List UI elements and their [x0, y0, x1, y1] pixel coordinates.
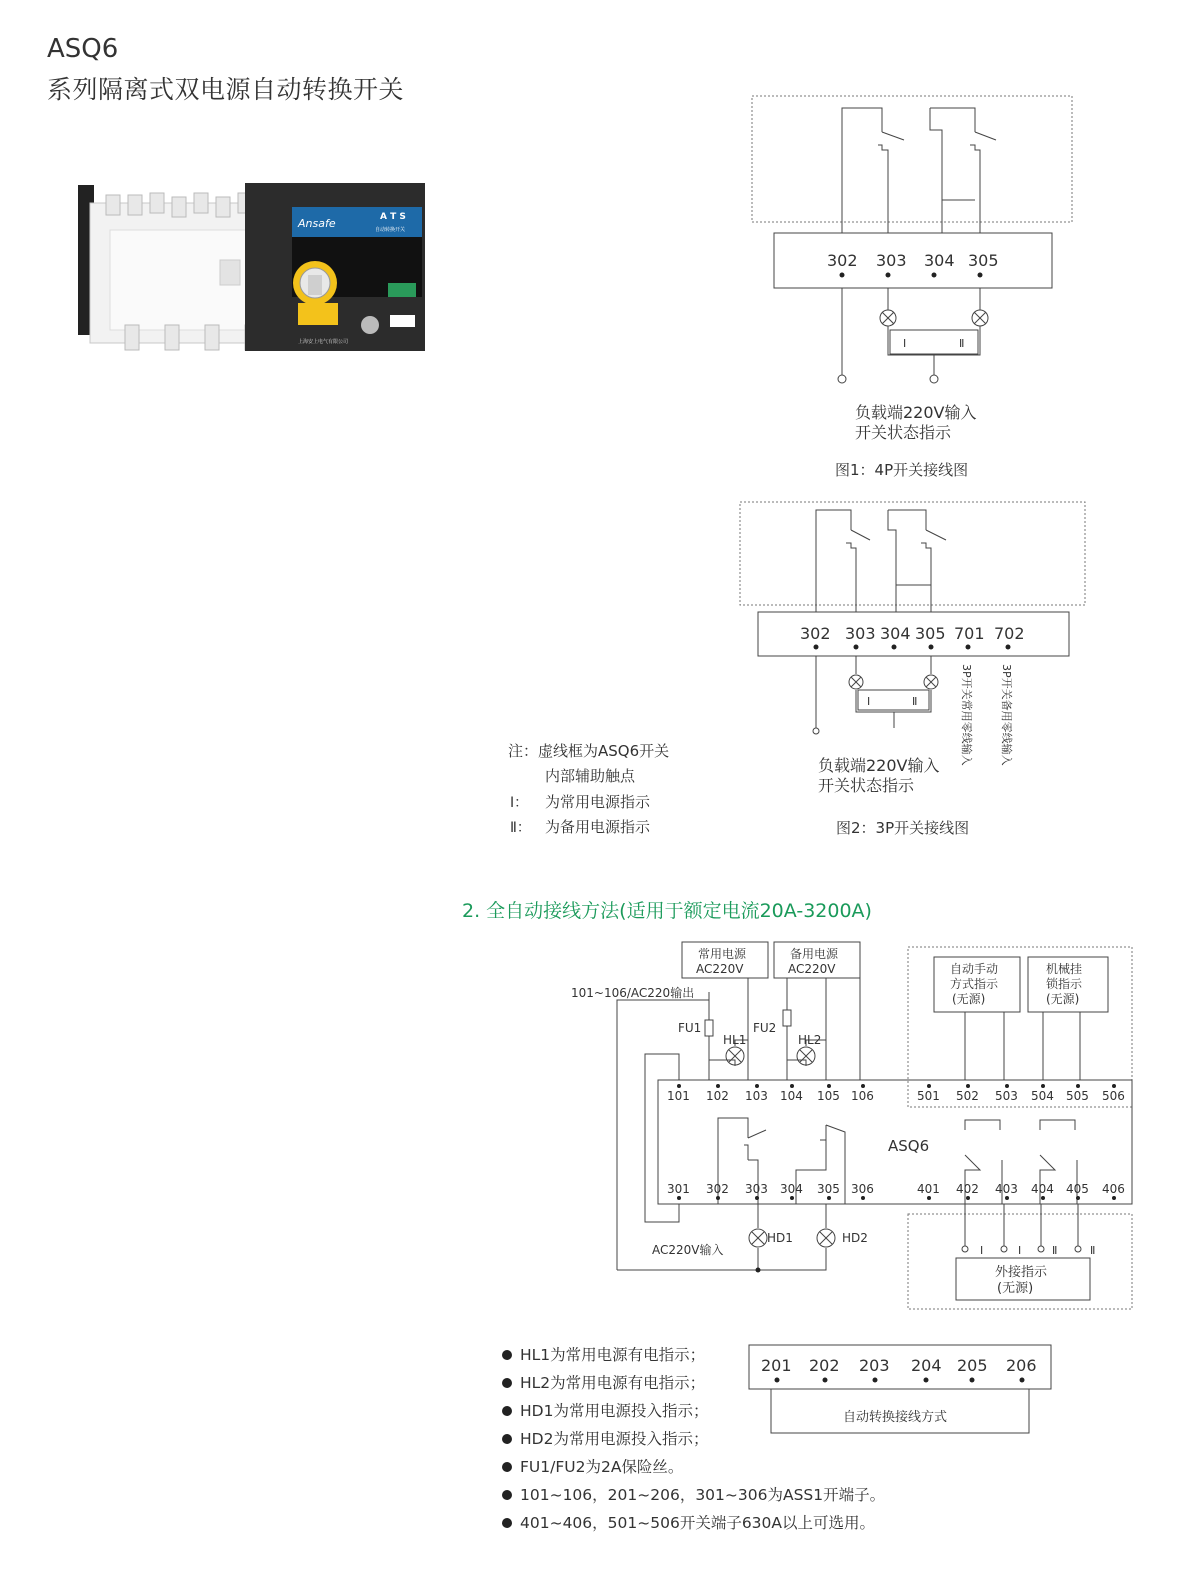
box-lock-indicator: 机械挂: [1046, 962, 1083, 976]
lamp-label: HD2: [842, 1231, 868, 1245]
list-item: [502, 1397, 885, 1425]
page-title: 系列隔离式双电源自动转换开关: [47, 75, 405, 104]
product-image: [70, 175, 430, 355]
fig2-lamp-label: Ⅰ: [867, 695, 871, 708]
fig2-load-label: 负载端220V输入: [818, 756, 940, 775]
auto-terminal: 204: [911, 1356, 942, 1375]
terminal-top: 102: [706, 1089, 729, 1103]
terminal-top: 506: [1102, 1089, 1125, 1103]
fig2-terminal: 302: [800, 624, 831, 643]
fig2-caption: 图2：3P开关接线图: [836, 819, 970, 837]
box-mode-indicator: 方式指示: [950, 977, 999, 991]
fig2-lamp-label: Ⅱ: [912, 695, 918, 708]
bullet-icon: [502, 1462, 512, 1472]
bullet-icon: [502, 1434, 512, 1444]
auto-switch-label: 自动转换接线方式: [843, 1410, 948, 1425]
fuse-label: FU2: [753, 1021, 777, 1035]
fig2-terminal: 303: [845, 624, 876, 643]
terminal-top: 105: [817, 1089, 840, 1103]
auto-terminal: 205: [957, 1356, 988, 1375]
note-line: 为备用电源指示: [545, 818, 651, 836]
terminal-bottom: 303: [745, 1182, 768, 1196]
terminal-top: 502: [956, 1089, 979, 1103]
note-mark: Ⅱ：: [510, 820, 531, 836]
bullet-icon: [502, 1490, 512, 1500]
list-item: [502, 1369, 885, 1397]
fig2-terminal: 304: [880, 624, 911, 643]
lamp-label: HD1: [767, 1231, 793, 1245]
auto-terminal: 206: [1006, 1356, 1037, 1375]
external-mark: Ⅰ: [1018, 1244, 1022, 1257]
notes-list: [502, 1341, 885, 1537]
external-indicator-box: (无源): [997, 1281, 1034, 1296]
terminal-bottom: 304: [780, 1182, 803, 1196]
terminal-top: 106: [851, 1089, 874, 1103]
bullet-icon: [502, 1518, 512, 1528]
product-brand: Ansafe: [298, 217, 336, 230]
wiring-diagram-fig1: [740, 88, 1080, 488]
auto-terminal: 201: [761, 1356, 792, 1375]
terminal-top: 504: [1031, 1089, 1054, 1103]
terminal-bottom: 401: [917, 1182, 940, 1196]
list-item: [502, 1453, 885, 1481]
terminal-top: 103: [745, 1089, 768, 1103]
wiring-diagram-auto: [560, 935, 1140, 1315]
list-item-text: HL1为常用电源有电指示；: [520, 1346, 706, 1364]
list-item-text: HL2为常用电源有电指示；: [520, 1374, 706, 1392]
list-item: [502, 1425, 885, 1453]
bullet-icon: [502, 1378, 512, 1388]
fuse-label: FU1: [678, 1021, 702, 1035]
note-line: 注：虚线框为ASQ6开关: [508, 742, 670, 760]
box-mode-indicator: 自动手动: [950, 962, 999, 976]
wiring-diagram-fig2: [490, 495, 1090, 845]
fig1-terminal: 303: [876, 251, 907, 270]
box-lock-indicator: (无源): [1046, 992, 1080, 1006]
output-label: 101~106/AC220输出: [571, 986, 695, 1000]
terminal-bottom: 402: [956, 1182, 979, 1196]
lamp-label: HL2: [798, 1033, 822, 1047]
fig1-lamp-label: Ⅰ: [903, 337, 907, 350]
auto-terminal: 203: [859, 1356, 890, 1375]
list-item: [502, 1341, 885, 1369]
terminal-bottom: 306: [851, 1182, 874, 1196]
bullet-icon: [502, 1406, 512, 1416]
product-panel-subtitle: 自动转换开关: [375, 227, 406, 233]
terminal-bottom: 305: [817, 1182, 840, 1196]
terminal-bottom: 302: [706, 1182, 729, 1196]
device-label: ASQ6: [888, 1137, 930, 1155]
box-backup-power: 备用电源: [790, 947, 839, 961]
terminal-bottom: 405: [1066, 1182, 1089, 1196]
external-mark: Ⅱ: [1090, 1244, 1096, 1257]
terminal-top: 505: [1066, 1089, 1089, 1103]
fig1-terminal: 304: [924, 251, 955, 270]
terminal-bottom: 406: [1102, 1182, 1125, 1196]
fig1-status-label: 开关状态指示: [855, 423, 952, 442]
terminal-top: 503: [995, 1089, 1018, 1103]
terminal-top: 101: [667, 1089, 690, 1103]
list-item-text: HD1为常用电源投入指示；: [520, 1402, 709, 1420]
fig2-status-label: 开关状态指示: [818, 776, 915, 795]
fig2-terminal: 305: [915, 624, 946, 643]
product-maker: 上海安上电气有限公司: [298, 339, 349, 345]
bullet-icon: [502, 1350, 512, 1360]
fig2-terminal: 701: [954, 624, 985, 643]
box-lock-indicator: 锁指示: [1046, 977, 1083, 991]
box-backup-power-voltage: AC220V: [788, 962, 836, 976]
external-mark: Ⅰ: [980, 1244, 984, 1257]
ac-input-label: AC220V输入: [652, 1243, 724, 1257]
terminal-bottom: 404: [1031, 1182, 1054, 1196]
lamp-label: HL1: [723, 1033, 747, 1047]
terminal-top: 104: [780, 1089, 803, 1103]
fig1-terminal: 302: [827, 251, 858, 270]
list-item: [502, 1509, 885, 1537]
box-mode-indicator: (无源): [952, 992, 986, 1006]
fig1-terminal: 305: [968, 251, 999, 270]
fig1-caption: 图1：4P开关接线图: [835, 461, 969, 479]
terminal-bottom: 403: [995, 1182, 1018, 1196]
page-title-model: ASQ6: [47, 34, 119, 64]
note-line: 为常用电源指示: [545, 793, 651, 811]
note-line: 内部辅助触点: [545, 767, 636, 785]
list-item-text: HD2为常用电源投入指示；: [520, 1430, 709, 1448]
terminal-bottom: 301: [667, 1182, 690, 1196]
box-normal-power-voltage: AC220V: [696, 962, 744, 976]
section-title: 2. 全自动接线方法(适用于额定电流20A-3200A): [462, 900, 872, 922]
list-item-text: 401~406，501~506开关端子630A以上可选用。: [520, 1514, 876, 1532]
external-mark: Ⅱ: [1052, 1244, 1058, 1257]
box-normal-power: 常用电源: [698, 947, 747, 961]
fig2-neutral-backup-label: 3P开关备用零线输入: [1000, 664, 1013, 766]
note-mark: Ⅰ：: [510, 795, 529, 811]
list-item-text: 101~106，201~206，301~306为ASS1开端子。: [520, 1486, 886, 1504]
list-item: [502, 1481, 885, 1509]
product-panel-title: A T S: [380, 212, 406, 222]
external-indicator-box: 外接指示: [995, 1265, 1048, 1280]
fig2-neutral-normal-label: 3P开关常用零线输入: [960, 664, 973, 766]
fig1-load-label: 负载端220V输入: [855, 403, 977, 422]
list-item-text: FU1/FU2为2A保险丝。: [520, 1458, 684, 1476]
auto-terminal: 202: [809, 1356, 840, 1375]
fig1-lamp-label: Ⅱ: [959, 337, 965, 350]
fig2-terminal: 702: [994, 624, 1025, 643]
terminal-top: 501: [917, 1089, 940, 1103]
